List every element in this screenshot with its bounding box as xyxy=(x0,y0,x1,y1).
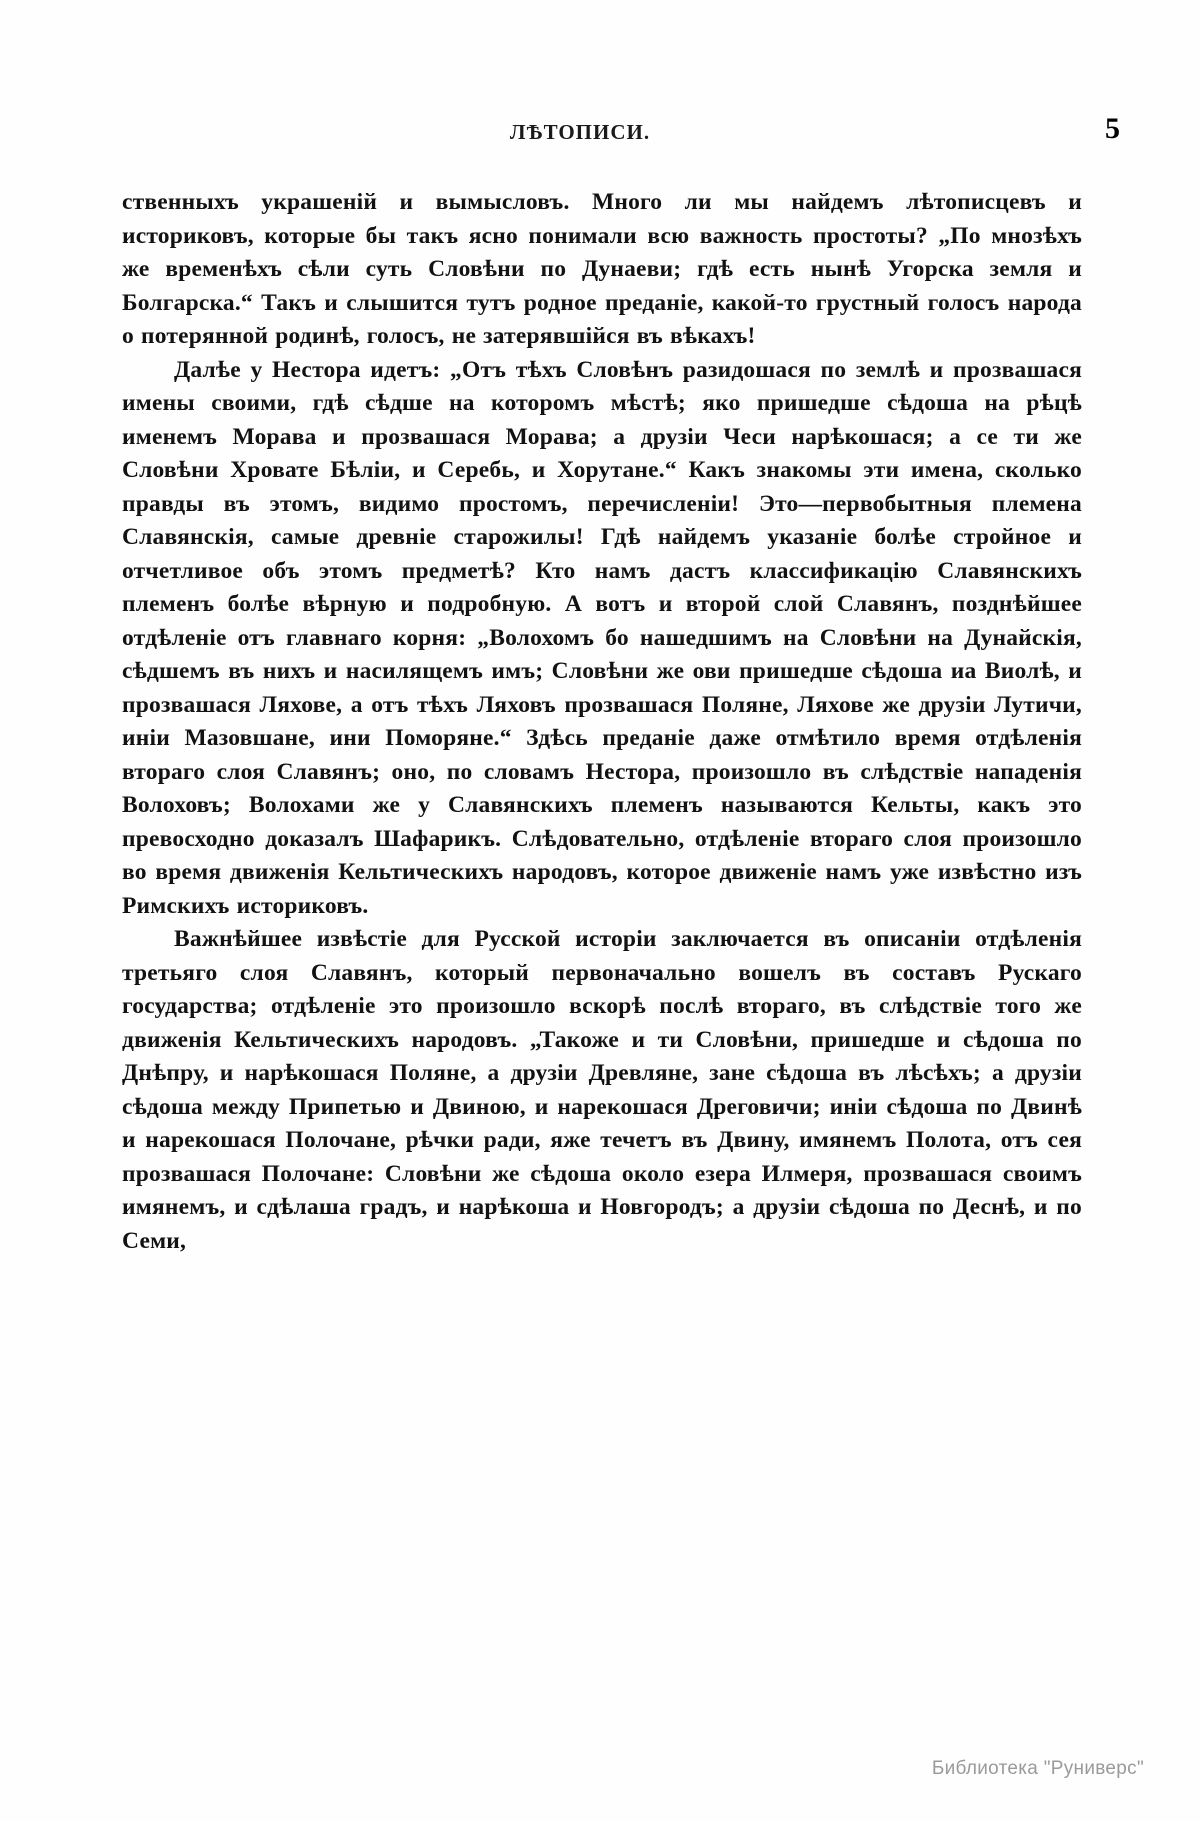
paragraph-3: Важнѣйшее извѣстіе для Русской исторіи заключается въ описаніи отдѣленія третьяго слоя Славянъ, который первоначально вошелъ въ составъ Рускаго государства; отдѣленіе это произошло вскорѣ послѣ втораго, въ слѣдствіе того же движенія Кельтическихъ народовъ. „Такоже и ти Словѣни, пришедше и сѣдоша по Днѣпру, и нарѣкошася Поляне, а друзіи Древляне, зане сѣдоша въ лѣсѣхъ; а друзіи сѣдоша между Припетью и Двиною, и нарекошася Дреговичи; иніи сѣдоша по Двинѣ и нарекошася Полочане, рѣчки ради, яже течетъ въ Двину, имянемъ Полота, отъ сея прозвашася Полочане: Словѣни же сѣдоша около езера Илмеря, прозвашася своимъ имянемъ, и сдѣлаша градъ, и нарѣкоша и Новгородъ; а друзіи сѣдоша по Деснѣ, и по Семи, xyxy=(122,926,1082,1254)
paragraph-2: Далѣе у Нестора идетъ: „Отъ тѣхъ Словѣнъ разидошася по землѣ и прозвашася имены своими, гдѣ сѣдше на которомъ мѣстѣ; яко пришедше сѣдоша на рѣцѣ именемъ Морава и прозвашася Морава; а друзіи Чеси нарѣкошася; а се ти же Словѣни Хровате Бѣліи, и Серебь, и Хорутане.“ Какъ знакомы эти имена, сколько правды въ этомъ, видимо простомъ, перечисленіи! Это—первобытныя племена Славянскія, самые древніе старожилы! Гдѣ найдемъ указаніе болѣе стройное и отчетливое объ этомъ предметѣ? Кто намъ дастъ классификацію Славянскихъ племенъ болѣе вѣрную и подробную. А вотъ и второй слой Славянъ, позднѣйшее отдѣленіе отъ главнаго корня: „Волохомъ бо нашедшимъ на Словѣни на Дунайскія, сѣдшемъ въ нихъ и насилящемъ имъ; Словѣни же ови пришедше сѣдоша иа Виолѣ, и прозвашася Ляхове, а отъ тѣхъ Ляховъ прозвашася Поляне, Ляхове же друзіи Лутичи, иніи Мазовшане, ини Поморяне.“ Здѣсь преданіе даже отмѣтило время отдѣленія втораго слоя Славянъ; оно, по словамъ Нестора, произошло въ слѣдствіе нападенія Волоховъ; Волохами же у Славянскихъ племенъ называются Кельты, какъ это превосходно доказалъ Шафарикъ. Слѣдовательно, отдѣленіе втораго слоя произошло во время движенія Кельтическихъ народовъ, которое движеніе намъ уже извѣстно изъ Римскихъ историковъ. xyxy=(122,356,1082,919)
body-text xyxy=(122,186,1082,1258)
page-header xyxy=(120,112,1120,160)
running-head: ЛѢТОПИСИ. xyxy=(509,120,651,144)
library-credit: Библиотека "Руниверс" xyxy=(931,1758,1144,1779)
paragraph-1: ственныхъ украшеній и вымысловъ. Много ли мы найдемъ лѣтописцевъ и историковъ, которые бы такъ ясно понимали всю важность простоты? „По мнозѣхъ же временѣхъ сѣли суть Словѣни по Дунаеви; гдѣ есть нынѣ Угорска земля и Болгарска.“ Такъ и слышится тутъ родное преданіе, какой-то грустный голосъ народа о потерянной родинѣ, голосъ, не затерявшійся въ вѣкахъ! xyxy=(122,189,1082,349)
page-number: 5 xyxy=(1105,112,1120,145)
